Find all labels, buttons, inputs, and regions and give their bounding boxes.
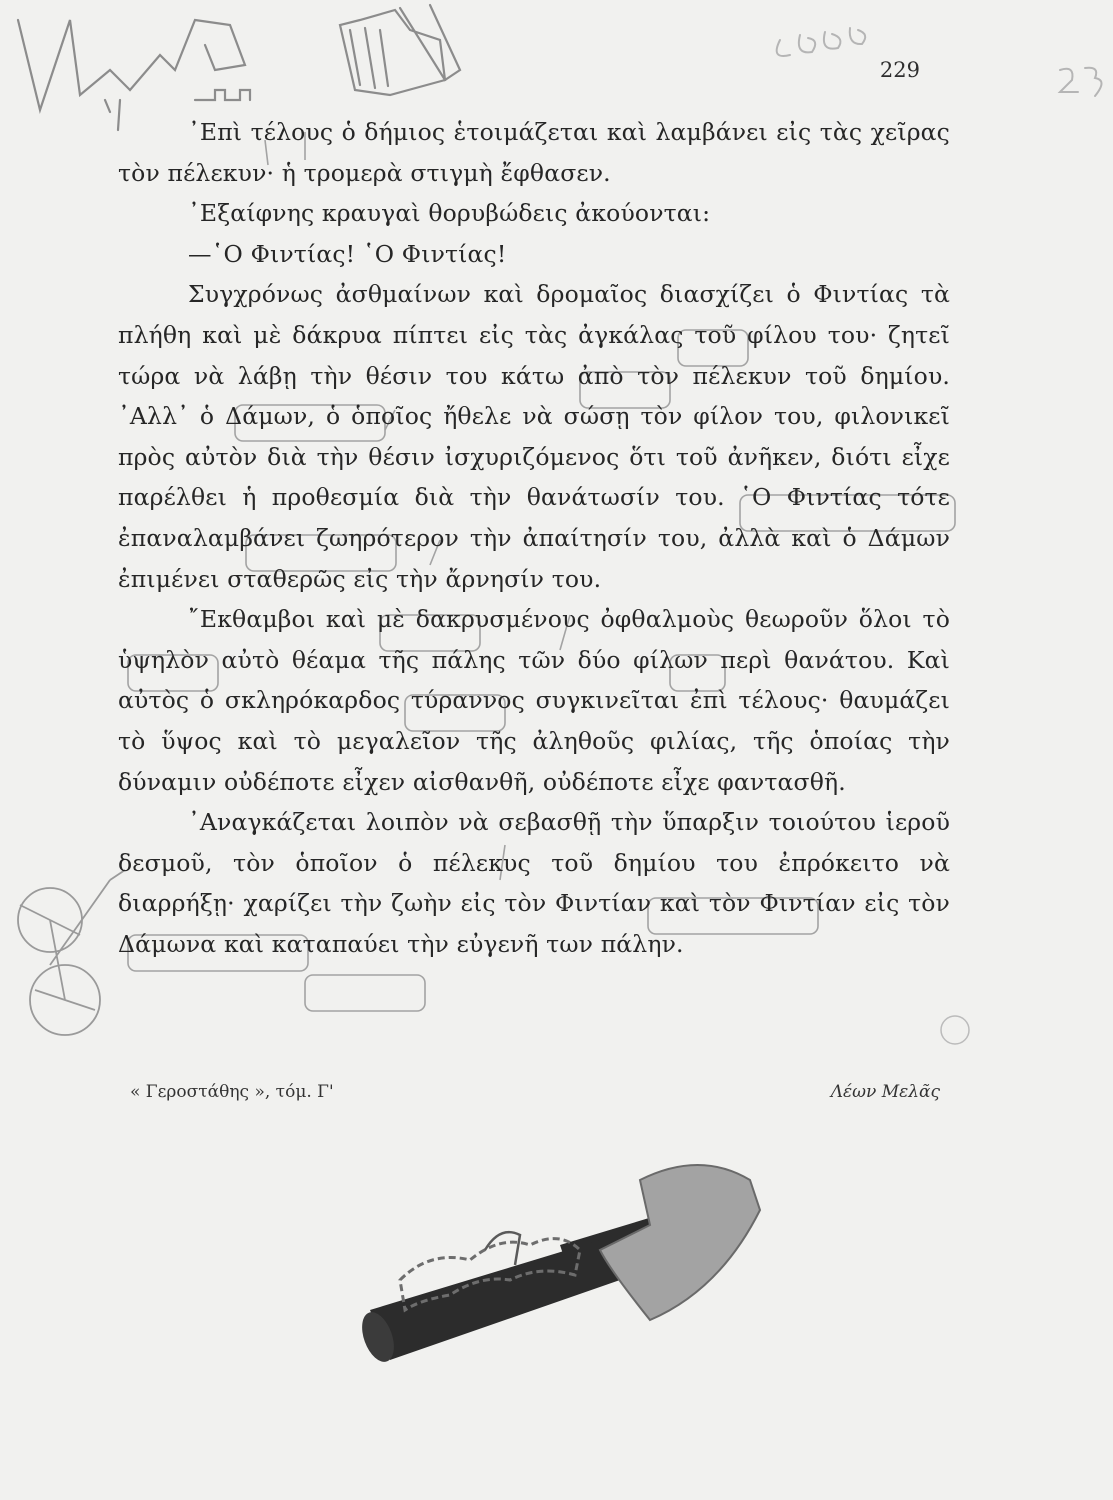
paragraph: Συγχρόνως ἀσθμαίνων καὶ δρομαῖος διασχίζει ὁ Φιντίας τὰ πλήθη καὶ μὲ δάκρυα πίπτει εἰς τὰς ἀγκάλας τοῦ φίλου του· ζητεῖ τώρα νὰ λάβῃ τὴν θέσιν του κάτω ἀπὸ τὸν πέλεκυν τοῦ δημίου. ᾿Αλλ᾿ ὁ Δάμων, ὁ ὁποῖος ἤθελε νὰ σώσῃ τὸν φίλον του, φιλονικεῖ πρὸς αὐτὸν διὰ τὴν θέσιν ἰσχυριζόμενος ὅτι τοῦ ἀνῆκεν, διότι εἶχε παρέλθει ἡ προθεσμία διὰ τὴν θανάτωσίν του. ῾Ο Φιντίας τότε ἐπαναλαμβάνει ζωηρότερον τὴν ἀπαίτησίν του, ἀλλὰ καὶ ὁ Δάμων ἐπιμένει σταθερῶς εἰς τὴν ἄρνησίν του.	[118, 280, 950, 593]
scribble-squiggle	[195, 90, 250, 100]
page-number: 229	[879, 58, 920, 82]
bicycle-doodle	[18, 870, 125, 1035]
source-citation: « Γεροστάθης », τόμ. Γ'	[130, 1082, 334, 1102]
paragraph: ᾿Αναγκάζεται λοιπὸν νὰ σεβασθῇ τὴν ὕπαρξιν τοιούτου ἱεροῦ δεσμοῦ, τὸν ὁποῖον ὁ πέλεκυς τοῦ δημίου του ἐπρόκειτο νὰ διαρρήξῃ· χαρίζει τὴν ζωὴν εἰς τὸν Φιντίαν καὶ τὸν Φιντίαν εἰς τὸν Δάμωνα καὶ καταπαύει τὴν εὐγενῆ των πάλην.	[118, 808, 950, 958]
author-name: Λέων Μελᾶς	[830, 1082, 940, 1102]
story-text	[118, 112, 950, 964]
scribble-hand-left	[340, 10, 445, 95]
scribble-zigzag	[18, 20, 245, 110]
handwriting-top	[777, 28, 866, 56]
axe-drawing-icon	[356, 1165, 760, 1366]
paragraph: ᾿Εξαίφνης κραυγαὶ θορυβώδεις ἀκούονται:	[188, 199, 711, 228]
paragraph: ῎Εκθαμβοι καὶ μὲ δακρυσμένους ὀφθαλμοὺς θεωροῦν ὅλοι τὸ ὑψηλὸν αὐτὸ θέαμα τῆς πάλης τῶν δύο φίλων περὶ θανάτου. Καὶ αὐτὸς ὁ σκληρόκαρδος τύραννος συγκινεῖται ἐπὶ τέλους· θαυμάζει τὸ ὕψος καὶ τὸ μεγαλεῖον τῆς ἀληθοῦς φιλίας, τῆς ὁποίας τὴν δύναμιν οὐδέποτε εἶχεν αἰσθανθῆ, οὐδέποτε εἶχε φαντασθῆ.	[118, 605, 950, 796]
paragraph: ᾿Επὶ τέλους ὁ δήμιος ἑτοιμάζεται καὶ λαμβάνει εἰς τὰς χεῖρας τὸν πέλεκυν· ἡ τρομερὰ στιγμὴ ἔφθασεν.	[118, 118, 950, 187]
handwriting-margin	[1060, 68, 1102, 96]
paragraph: —῾Ο Φιντίας! ῾Ο Φιντίας!	[188, 239, 507, 268]
